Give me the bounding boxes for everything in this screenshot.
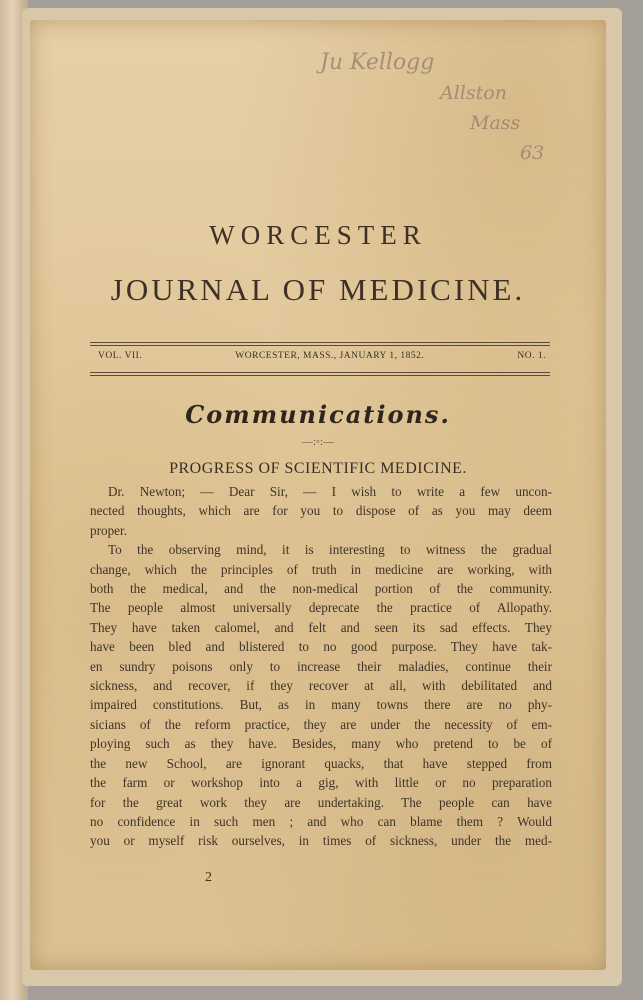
text-line: en sundry poisons only to increase their maladies, continue their [90,658,552,674]
text-line: both the medical, and the non-medical portion of the community. [90,581,552,597]
text-line: for the great work they are undertaking. The people can have [90,794,552,810]
text-line: The people almost universally deprecate the practice of Allopathy. [90,600,552,616]
section-title: Communications. [185,400,451,429]
text-line: To the observing mind, it is interesting to witness the gradual [108,542,552,558]
journal-page [30,20,606,970]
place-date: WORCESTER, MASS., JANUARY 1, 1852. [235,351,425,361]
text-line: impaired constitutions. But, as in many towns there are no phy- [90,697,552,713]
handwriting-line: Mass [470,112,521,134]
journal-title-line-1: WORCESTER [209,220,427,250]
text-line: no confidence in such men ; and who can blame them ? Would [90,813,552,829]
text-line: sicians of the reform practice, they are under the necessity of em- [90,716,552,732]
text-line: the farm or workshop into a gig, with little or no preparation [90,775,552,791]
text-line: They have taken calomel, and felt and seen its sad effects. They [90,619,552,635]
masthead [98,351,546,361]
masthead-rule-top-inner [90,345,550,346]
text-line: change, which the principles of truth in medicine are working, with [90,561,552,577]
text-line: sickness, and recover, if they recover at all, with debilitated and [90,678,552,694]
handwriting-line: Ju Kellogg [320,50,435,75]
article-body [90,482,552,851]
handwritten-inscription [320,48,570,188]
issue-number: NO. 1. [517,351,546,361]
text-line: you or myself risk ourselves, in times of sickness, under the med- [90,833,552,849]
masthead-rule-bottom [90,372,550,373]
volume-label: VOL. VII. [98,351,143,361]
masthead-rule-top [90,342,550,343]
text-line: have been bled and blistered to no good purpose. They have tak- [90,639,552,655]
text-line: Dr. Newton; — Dear Sir, — I wish to write a few uncon- [108,484,552,499]
signature-mark: 2 [205,870,212,885]
text-line: nected thoughts, which are for you to dispose of as you may deem [90,503,552,519]
handwriting-line: 63 [520,142,545,164]
handwriting-line: Allston [440,82,507,104]
masthead-rule-bottom-inner [90,375,550,376]
text-line: the new School, are ignorant quacks, that have stepped from [90,755,552,771]
article-title: PROGRESS OF SCIENTIFIC MEDICINE. [169,460,467,477]
journal-title-line-2: JOURNAL OF MEDICINE. [110,272,526,307]
text-line: ploying such as they have. Besides, many who pretend to be of [90,736,552,752]
text-line: proper. [90,522,127,538]
section-divider: —:◦:— [301,436,334,448]
